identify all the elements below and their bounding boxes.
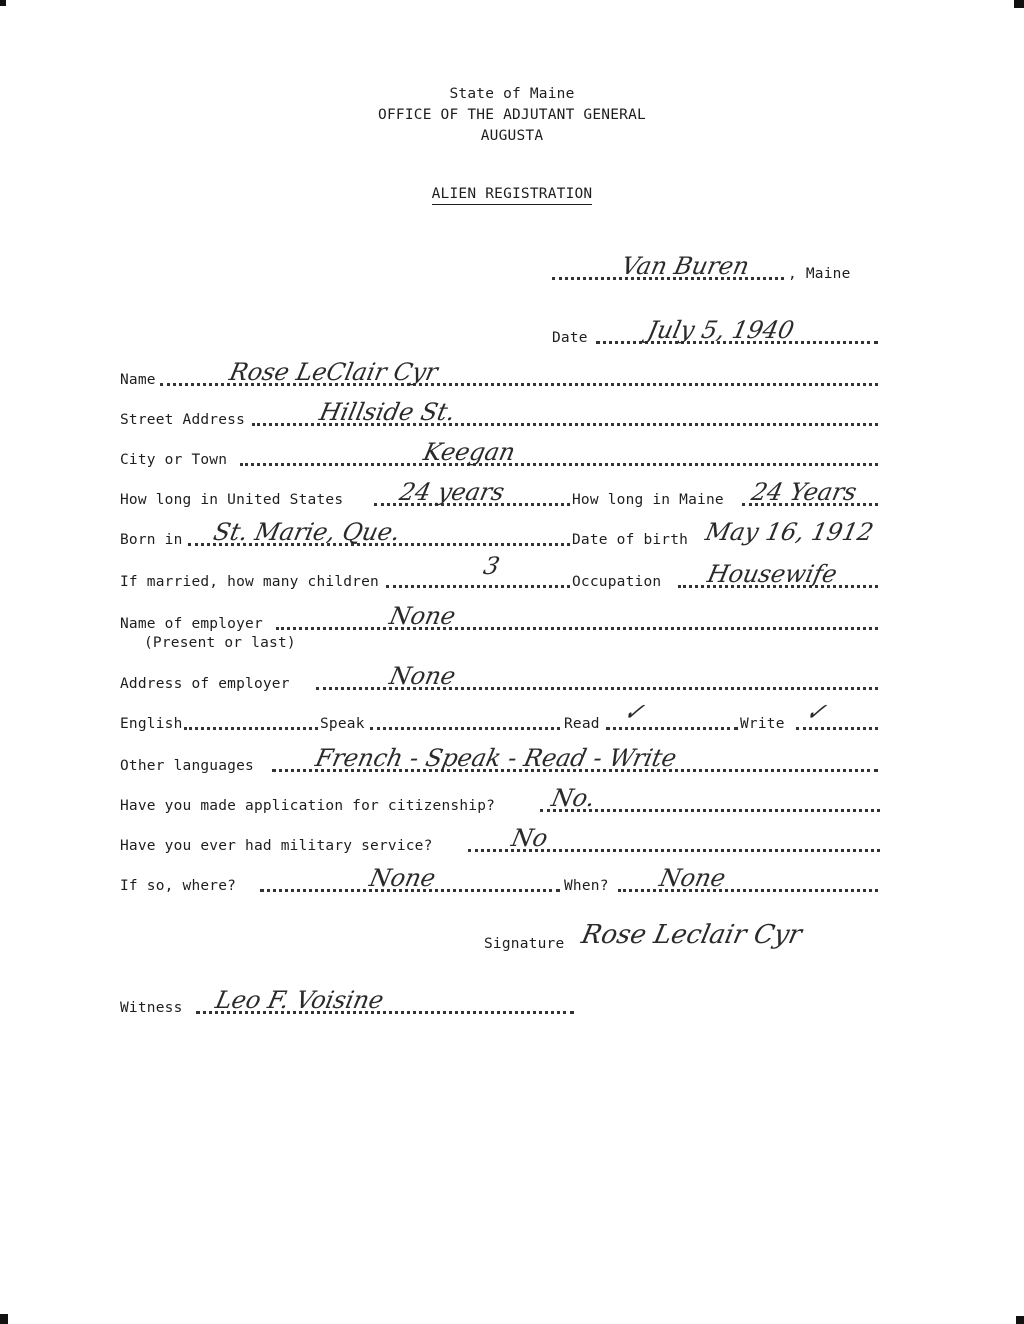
maine-years-value: 24 Years — [749, 478, 860, 506]
employer-value: None — [387, 602, 459, 630]
maine-years-label: How long in Maine — [572, 492, 724, 508]
us-years-label: How long in United States — [120, 492, 344, 508]
signature-label: Signature — [484, 936, 565, 952]
street-label: Street Address — [120, 412, 246, 428]
dob-value: May 16, 1912 — [703, 518, 876, 546]
signature-row — [484, 920, 882, 952]
children-label: If married, how many children — [120, 574, 379, 590]
name-value: Rose LeClair Cyr — [227, 358, 441, 386]
occupation-value: Housewife — [705, 560, 840, 588]
header-office: OFFICE OF THE ADJUTANT GENERAL — [378, 107, 646, 123]
children-value: 3 — [481, 552, 503, 580]
dotted-line — [184, 727, 318, 730]
dotted-line — [796, 727, 878, 730]
born-label: Born in — [120, 532, 183, 548]
street-value: Hillside St. — [317, 398, 458, 426]
employer-address-row — [120, 662, 882, 692]
write-label: Write — [740, 716, 785, 732]
other-languages-label: Other languages — [120, 758, 254, 774]
dotted-line — [370, 727, 560, 730]
military-value: No — [509, 824, 551, 852]
scan-corner-mark — [0, 0, 6, 6]
city-label: City or Town — [120, 452, 228, 468]
witness-value: Leo F. Voisine — [213, 986, 387, 1014]
form-title — [0, 186, 1024, 202]
place-town-value: Van Buren — [619, 252, 752, 280]
birth-row — [120, 518, 902, 548]
header-state: State of Maine — [449, 86, 575, 102]
when-value: None — [657, 864, 729, 892]
signature-value: Rose Leclair Cyr — [578, 920, 805, 950]
witness-label: Witness — [120, 1000, 183, 1016]
form-title-text: ALIEN REGISTRATION — [432, 186, 593, 205]
date-label: Date — [552, 330, 588, 346]
citizenship-row — [120, 784, 882, 814]
where-value: None — [367, 864, 439, 892]
employer-address-value: None — [387, 662, 459, 690]
city-value: Keegan — [421, 438, 518, 466]
other-languages-row — [120, 744, 882, 774]
place-state-label: , Maine — [788, 266, 851, 282]
military-label: Have you ever had military service? — [120, 838, 433, 854]
name-label: Name — [120, 372, 156, 388]
service-where-row — [120, 864, 882, 894]
dob-label: Date of birth — [572, 532, 689, 548]
when-label: When? — [564, 878, 609, 894]
other-languages-value: French - Speak - Read - Write — [313, 744, 680, 772]
born-value: St. Marie, Que. — [211, 518, 403, 546]
dotted-line — [606, 727, 738, 730]
scan-corner-mark — [0, 1314, 8, 1324]
dotted-line — [276, 627, 878, 630]
occupation-label: Occupation — [572, 574, 662, 590]
employer-sublabel: (Present or last) — [144, 635, 296, 651]
scan-corner-mark — [1016, 1316, 1024, 1324]
write-value: ✓ — [803, 698, 830, 726]
scan-corner-mark — [1014, 0, 1024, 8]
citizenship-value: No. — [549, 784, 598, 812]
english-label: English — [120, 716, 183, 732]
speak-label: Speak — [320, 716, 365, 732]
where-label: If so, where? — [120, 878, 237, 894]
employer-address-label: Address of employer — [120, 676, 290, 692]
date-value: July 5, 1940 — [645, 316, 797, 344]
street-row — [120, 398, 882, 428]
us-years-value: 24 years — [397, 478, 508, 506]
military-row — [120, 824, 882, 854]
header-city: AUGUSTA — [480, 128, 544, 144]
employer-row — [120, 602, 882, 632]
dotted-line — [240, 463, 878, 466]
dotted-line — [386, 585, 570, 588]
place-row — [552, 252, 882, 282]
read-label: Read — [564, 716, 600, 732]
employer-label: Name of employer — [120, 616, 263, 632]
children-row — [120, 552, 882, 590]
city-row — [120, 438, 882, 468]
residence-row — [120, 478, 902, 508]
name-row — [120, 358, 882, 388]
read-value: ✓ — [621, 698, 648, 726]
date-row — [552, 316, 882, 346]
witness-row — [120, 986, 580, 1016]
english-row — [120, 698, 882, 732]
citizenship-label: Have you made application for citizenship? — [120, 798, 496, 814]
